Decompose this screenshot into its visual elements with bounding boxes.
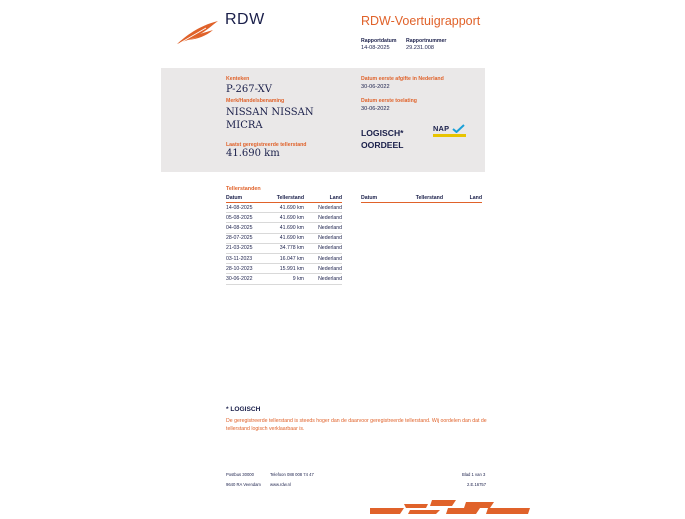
first-nl-label: Datum eerste afgifte in Nederland xyxy=(361,76,444,82)
table-row xyxy=(226,253,342,263)
nap-stripe xyxy=(433,134,466,137)
footer-decoration xyxy=(370,496,530,514)
col-country: Land xyxy=(304,194,342,203)
vehicle-summary-band xyxy=(161,68,485,172)
odometer-section-title: Tellerstanden xyxy=(226,186,261,192)
table-row xyxy=(226,243,342,253)
report-date: 14-08-2025 xyxy=(361,45,390,51)
make-line-1: NISSAN NISSAN xyxy=(226,107,314,118)
make-line-2: MICRA xyxy=(226,120,263,131)
checkmark-icon xyxy=(452,124,465,133)
odometer-table-continued xyxy=(361,194,482,203)
make-label: Merk/Handelsbenaming xyxy=(226,98,285,104)
row-reading: 9 km xyxy=(270,274,304,284)
report-number: 29.231.008 xyxy=(406,45,434,51)
row-date: 28-10-2023 xyxy=(226,264,270,274)
nap-text: NAP xyxy=(433,124,450,133)
table-row xyxy=(226,274,342,284)
table-row xyxy=(226,213,342,223)
row-country: Nederland xyxy=(304,233,342,243)
row-country: Nederland xyxy=(304,243,342,253)
verdict-line-1: LOGISCH* xyxy=(361,128,404,138)
row-reading: 41.690 km xyxy=(270,233,304,243)
footer-code: 2.E.16757 xyxy=(467,482,487,487)
table-row xyxy=(226,203,342,213)
row-country: Nederland xyxy=(304,253,342,263)
note-text: De geregistreerde tellerstand is steeds hoger dan de daarvoor geregistreerde tellerstand. Wij oordelen dan dat de tellerstand logisch verklaarbaar is. xyxy=(226,418,487,433)
verdict-line-2: OORDEEL xyxy=(361,140,404,150)
footer-page-number: Blad 1 van 3 xyxy=(462,472,486,477)
license-plate: P-267-XV xyxy=(226,84,273,95)
verdict xyxy=(361,127,404,151)
first-nl-date: 30-06-2022 xyxy=(361,84,390,90)
row-reading: 41.690 km xyxy=(270,223,304,233)
row-reading: 41.690 km xyxy=(270,213,304,223)
first-admission-label: Datum eerste toelating xyxy=(361,98,417,104)
row-date: 05-08-2025 xyxy=(226,213,270,223)
row-date: 21-03-2025 xyxy=(226,243,270,253)
report-number-label: Rapportnummer xyxy=(406,38,447,44)
row-country: Nederland xyxy=(304,203,342,213)
row-reading: 41.690 km xyxy=(270,203,304,213)
col-date-2: Datum xyxy=(361,194,405,203)
report-title: RDW-Voertuigrapport xyxy=(361,14,481,28)
report-date-label: Rapportdatum xyxy=(361,38,397,44)
row-country: Nederland xyxy=(304,274,342,284)
odometer-value: 41.690 km xyxy=(226,148,280,159)
row-reading: 16.047 km xyxy=(270,253,304,263)
feather-logo-icon xyxy=(176,18,220,46)
row-date: 30-06-2022 xyxy=(226,274,270,284)
footer-address-1: Postbus 30000 xyxy=(226,472,254,477)
row-date: 04-08-2025 xyxy=(226,223,270,233)
footer-phone: Telefoon 088 008 74 47 xyxy=(270,472,314,477)
table-row xyxy=(226,264,342,274)
table-row xyxy=(226,233,342,243)
row-country: Nederland xyxy=(304,264,342,274)
odometer-table xyxy=(226,194,342,285)
row-reading: 34.778 km xyxy=(270,243,304,253)
col-reading: Tellerstand xyxy=(270,194,304,203)
col-reading-2: Tellerstand xyxy=(405,194,443,203)
row-date: 03-11-2023 xyxy=(226,253,270,263)
footer-address-2: 9640 RA Veendam xyxy=(226,482,261,487)
footer-web[interactable]: www.rdw.nl xyxy=(270,482,291,487)
first-admission-date: 30-06-2022 xyxy=(361,106,390,112)
row-date: 14-08-2025 xyxy=(226,203,270,213)
table-row xyxy=(226,223,342,233)
odometer-label: Laatst geregistreerde tellerstand xyxy=(226,142,307,148)
note-title: * LOGISCH xyxy=(226,406,261,413)
row-country: Nederland xyxy=(304,223,342,233)
row-reading: 15.991 km xyxy=(270,264,304,274)
col-country-2: Land xyxy=(443,194,482,203)
row-country: Nederland xyxy=(304,213,342,223)
row-date: 28-07-2025 xyxy=(226,233,270,243)
col-date: Datum xyxy=(226,194,270,203)
plate-label: Kenteken xyxy=(226,76,250,82)
brand-name: RDW xyxy=(225,11,265,28)
nap-badge xyxy=(433,125,466,137)
